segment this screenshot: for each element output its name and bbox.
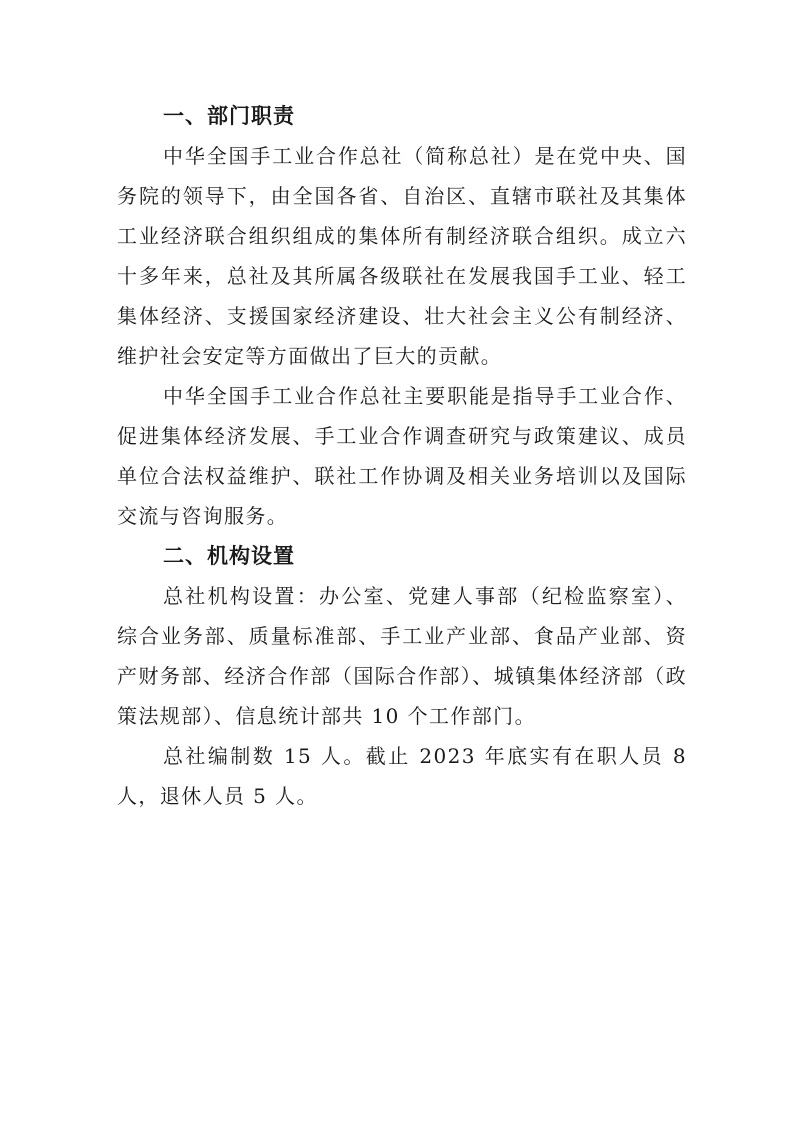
section-heading-department-duties: 一、部门职责 [163,104,295,128]
document-body [117,96,687,816]
paragraph-staffing: 总社编制数 15 人。截止 2023 年底实有在职人员 8 人，退休人员 5 人。 [117,744,687,808]
paragraph-main-functions: 中华全国手工业合作总社主要职能是指导手工业合作、促进集体经济发展、手工业合作调查研究与政策建议、成员单位合法权益维护、联社工作协调及相关业务培训以及国际交流与咨询服务。 [117,384,687,528]
paragraph-overview: 中华全国手工业合作总社（简称总社）是在党中央、国务院的领导下，由全国各省、自治区、直辖市联社及其集体工业经济联合组织组成的集体所有制经济联合组织。成立六十多年来，总社及其所属各级联社在发展我国手工业、轻工集体经济、支援国家经济建设、壮大社会主义公有制经济、维护社会安定等方面做出了巨大的贡献。 [117,144,687,368]
paragraph-departments: 总社机构设置：办公室、党建人事部（纪检监察室）、综合业务部、质量标准部、手工业产业部、食品产业部、资产财务部、经济合作部（国际合作部）、城镇集体经济部（政策法规部）、信息统计部共 10 个工作部门。 [117,584,687,728]
section-heading-organization: 二、机构设置 [163,544,295,568]
